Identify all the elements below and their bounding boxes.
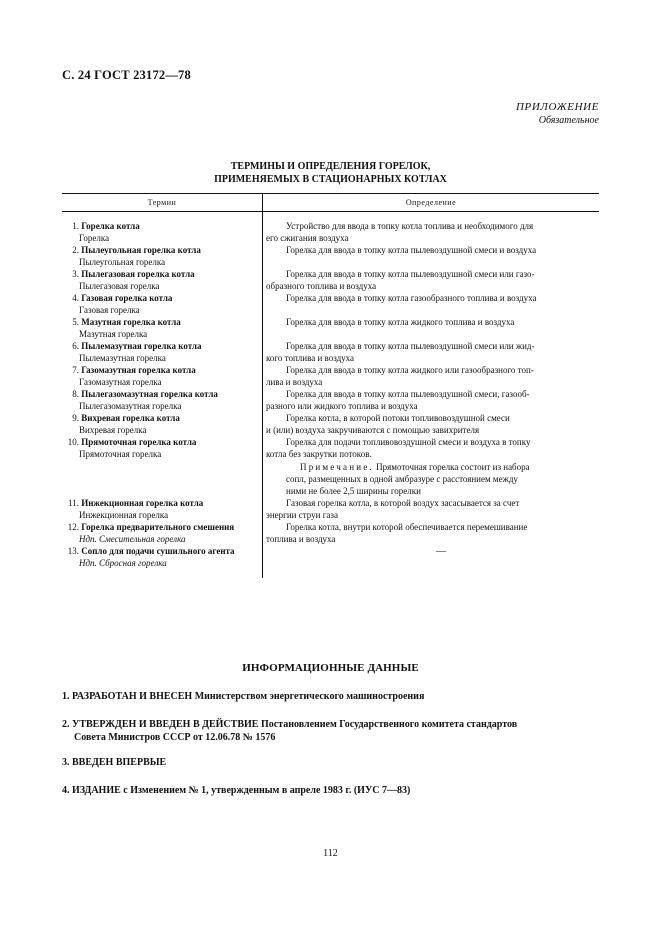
term-synonym: Ндп. Смесительная горелка: [79, 534, 186, 544]
info-item-2-line-2: Совета Министров СССР от 12.06.78 № 1576: [74, 732, 276, 743]
definition-line: Горелка для ввода в топку котла пылевоздушной смеси и воздуха: [286, 245, 537, 255]
term-synonym: Пылегазомазутная горелка: [79, 401, 182, 411]
table-row-term: [64, 436, 259, 460]
note-line: сопл, размещенных в одной амбразуре с расстоянием между: [286, 474, 518, 484]
table-row-term: [64, 521, 259, 545]
definition-line: Газовая горелка котла, в которой воздух засасывается за счет: [286, 498, 520, 508]
definition-line: Горелка для ввода в топку котла газообразного топлива и воздуха: [286, 293, 537, 303]
table-row-definition: [266, 388, 598, 412]
table-row-term: [64, 292, 259, 316]
term-synonym: Инжекционная горелка: [79, 510, 169, 520]
column-header-term: Термин: [147, 198, 177, 207]
note-text: Прямоточная горелка состоит из набора: [376, 462, 530, 472]
table-row-definition: [266, 364, 598, 388]
definition-line: образного топлива и воздуха: [266, 281, 377, 291]
table-row-term: [64, 220, 259, 244]
table-row-definition: [266, 521, 598, 545]
info-title: ИНФОРМАЦИОННЫЕ ДАННЫЕ: [242, 662, 419, 674]
term-name: Пылегазомазутная горелка котла: [81, 389, 218, 399]
definition-line: Горелка для подачи топливовоздушной смеси и воздуха в топку: [286, 437, 531, 447]
appendix-status: Обязательное: [538, 115, 599, 126]
term-name: Горелка котла: [81, 221, 140, 231]
table-row-definition: [266, 244, 598, 256]
term-number: 12.: [67, 522, 79, 532]
table-header-rule: [62, 211, 599, 212]
term-name: Прямоточная горелка котла: [81, 437, 197, 447]
term-name: Сопло для подачи сушильного агента: [81, 546, 235, 556]
table-row-term: [64, 340, 259, 364]
definition-line: и (или) воздуха закручиваются с помощью завихрителя: [266, 425, 480, 435]
term-number: 8.: [72, 389, 79, 399]
info-item-2: [62, 718, 602, 744]
info-item-4: 4. ИЗДАНИЕ с Изменением № 1, утвержденным в апреле 1983 г. (ИУС 7—83): [62, 785, 411, 796]
term-number: 9.: [72, 413, 79, 423]
term-number: 4.: [72, 293, 79, 303]
term-number: 2.: [72, 245, 79, 255]
term-number: 10.: [67, 437, 79, 447]
table-top-rule: [62, 193, 599, 194]
definition-line: котла без закрутки потоков.: [266, 449, 372, 459]
section-title: [62, 161, 599, 186]
term-synonym: Пылегазовая горелка: [79, 281, 160, 291]
page-number: 112: [323, 848, 338, 859]
term-number: 3.: [72, 269, 79, 279]
table-row-term: [64, 316, 259, 340]
info-item-1: 1. РАЗРАБОТАН И ВНЕСЕН Министерством энергетического машиностроения: [62, 691, 425, 702]
table-row-definition: [266, 340, 598, 364]
section-title-line-2: ПРИМЕНЯЕМЫХ В СТАЦИОНАРНЫХ КОТЛАХ: [214, 173, 447, 185]
term-name: Пылемазутная горелка котла: [81, 341, 202, 351]
term-synonym: Вихревая горелка: [79, 425, 147, 435]
table-row-definition: [266, 268, 598, 292]
term-synonym: Газовая горелка: [79, 305, 140, 315]
definition-line: топлива и воздуха: [266, 534, 336, 544]
term-synonym: Пылемазутная горелка: [79, 353, 166, 363]
term-name: Вихревая горелка котла: [81, 413, 180, 423]
table-row-definition: [266, 316, 598, 328]
column-header-definition: Определение: [405, 198, 457, 207]
info-item-3: 3. ВВЕДЕН ВПЕРВЫЕ: [62, 757, 167, 768]
term-number: 7.: [72, 365, 79, 375]
table-row-term: [64, 244, 259, 268]
term-name: Пылеугольная горелка котла: [81, 245, 201, 255]
note-line: [266, 461, 598, 473]
table-note: [266, 461, 598, 497]
term-name: Пылегазовая горелка котла: [81, 269, 195, 279]
definition-line: Горелка для ввода в топку котла пылевоздушной смеси или жид-: [286, 341, 535, 351]
term-synonym: Прямоточная горелка: [79, 449, 162, 459]
definition-line: разного или жидкого топлива и воздуха: [266, 401, 418, 411]
note-label: Примечание.: [300, 462, 374, 472]
table-row-definition: [266, 292, 598, 304]
term-number: 11.: [68, 498, 79, 508]
definition-line: Горелка котла, внутри которой обеспечивается перемешивание: [286, 522, 528, 532]
definition-line: лива и воздуха: [266, 377, 323, 387]
term-number: 5.: [72, 317, 79, 327]
table-row-term: [64, 412, 259, 436]
term-name: Газомазутная горелка котла: [81, 365, 196, 375]
table-row-definition: [266, 436, 598, 460]
definition-line: Горелка для ввода в топку котла пылевоздушной смеси, газооб-: [286, 389, 530, 399]
definition-line: Горелка для ввода в топку котла пылевоздушной смеси или газо-: [286, 269, 535, 279]
definition-line: его сжигания воздуха: [266, 233, 349, 243]
definition-line: энергии струи газа: [266, 510, 338, 520]
table-row-definition: [266, 412, 598, 436]
term-synonym: Газомазутная горелка: [79, 377, 162, 387]
definition-line: Горелка для ввода в топку котла жидкого топлива и воздуха: [286, 317, 515, 327]
definition-line: Устройство для ввода в топку котла топлива и необходимого для: [286, 221, 534, 231]
info-item-2-line-1: 2. УТВЕРЖДЕН И ВВЕДЕН В ДЕЙСТВИЕ Постановлением Государственного комитета стандартов: [62, 719, 518, 730]
term-name: Мазутная горелка котла: [81, 317, 181, 327]
term-number: 13.: [67, 546, 79, 556]
term-number: 6.: [72, 341, 79, 351]
table-row-term: [64, 545, 259, 569]
table-column-divider: [262, 193, 263, 578]
note-line: ними не более 2,5 ширины горелки: [286, 486, 421, 496]
table-row-term: [64, 497, 259, 521]
term-synonym: Мазутная горелка: [79, 329, 148, 339]
term-synonym: Пылеугольная горелка: [79, 257, 166, 267]
table-row-definition: [266, 220, 598, 244]
page-header: С. 24 ГОСТ 23172—78: [62, 68, 191, 82]
section-title-line-1: ТЕРМИНЫ И ОПРЕДЕЛЕНИЯ ГОРЕЛОК,: [230, 161, 431, 172]
term-number: 1.: [72, 221, 79, 231]
term-synonym: Ндп. Сбросная горелка: [79, 558, 167, 568]
table-row-term: [64, 268, 259, 292]
term-synonym: Горелка: [79, 233, 110, 243]
table-row-term: [64, 364, 259, 388]
term-name: Инжекционная горелка котла: [81, 498, 204, 508]
appendix-label-block: [516, 100, 599, 128]
term-name: Горелка предварительного смешения: [81, 522, 235, 532]
term-name: Газовая горелка котла: [81, 293, 173, 303]
appendix-label: ПРИЛОЖЕНИЕ: [516, 101, 599, 113]
definition-line: Горелка для ввода в топку котла жидкого или газообразного топ-: [286, 365, 534, 375]
definition-line: Горелка котла, в которой потоки топливовоздушной смеси: [286, 413, 510, 423]
definition-dash: —: [436, 546, 446, 557]
table-row-term: [64, 388, 259, 412]
definition-line: кого топлива и воздуха: [266, 353, 355, 363]
table-row-definition: [266, 497, 598, 521]
